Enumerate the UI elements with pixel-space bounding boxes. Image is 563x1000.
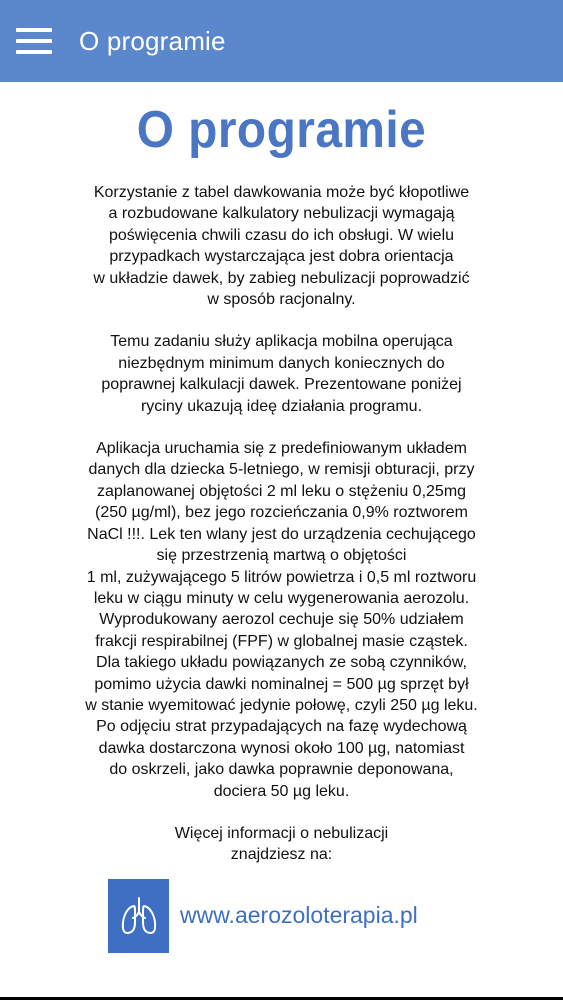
page-title: O programie	[136, 101, 427, 159]
lungs-icon-graphic	[119, 894, 159, 938]
menu-line	[16, 39, 52, 43]
default-settings-paragraph: Aplikacja uruchamia się z predefiniowanym układem danych dla dziecka 5-letniego, w remisji obturacji, przy zaplanowanej objętości 2 ml leku o stężeniu 0,25mg (250 µg/ml), bez jego rozcieńczania 0,9% roztworem NaCl !!!. Lek ten wlany jest do urządzenia cechującego się przestrzenią martwą o objętości 1 ml, zużywającego 5 litrów powietrza i 0,5 ml roztworu leku w ciągu minuty w celu wygenerowania aerozolu. Wyprodukowany aerozol cechuje się 50% udziałem frakcji respirabilnej (FPF) w globalnej masie cząstek. Dla takiego układu powiązanych ze sobą czynników, pomimo użycia dawki nominalnej = 500 µg sprzęt był w stanie wyemitować jedynie połowę, czyli 250 µg leku. Po odjęciu strat przypadających na fazę wydechową dawka dostarczona wynosi około 100 µg, natomiast do oskrzeli, jako dawka poprawnie deponowana, dociera 50 µg leku.	[85, 440, 478, 800]
intro-paragraph: Korzystanie z tabel dawkowania może być kłopotliwe a rozbudowane kalkulatory nebulizacji wymagają poświęcenia chwili czasu do ich obsługi. W wielu przypadkach wystarczająca jest dobra orientacja w układzie dawek, by zabieg nebulizacji poprowadzić w sposób racjonalny.	[93, 184, 470, 309]
hamburger-menu-icon[interactable]	[16, 28, 52, 54]
lungs-icon	[108, 879, 169, 953]
menu-line	[16, 50, 52, 54]
menu-line	[16, 28, 52, 32]
app-bar	[0, 0, 563, 82]
about-content	[0, 82, 563, 1000]
website-link-text[interactable]: www.aerozoloterapia.pl	[180, 902, 418, 929]
website-link[interactable]	[108, 879, 563, 953]
app-purpose-paragraph: Temu zadaniu służy aplikacja mobilna operująca niezbędnym minimum danych koniecznych do poprawnej kalkulacji dawek. Prezentowane poniżej ryciny ukazują ideę działania programu.	[101, 333, 462, 415]
more-info-text: Więcej informacji o nebulizacji znajdziesz na:	[174, 824, 389, 864]
app-bar-title: O programie	[79, 25, 226, 56]
